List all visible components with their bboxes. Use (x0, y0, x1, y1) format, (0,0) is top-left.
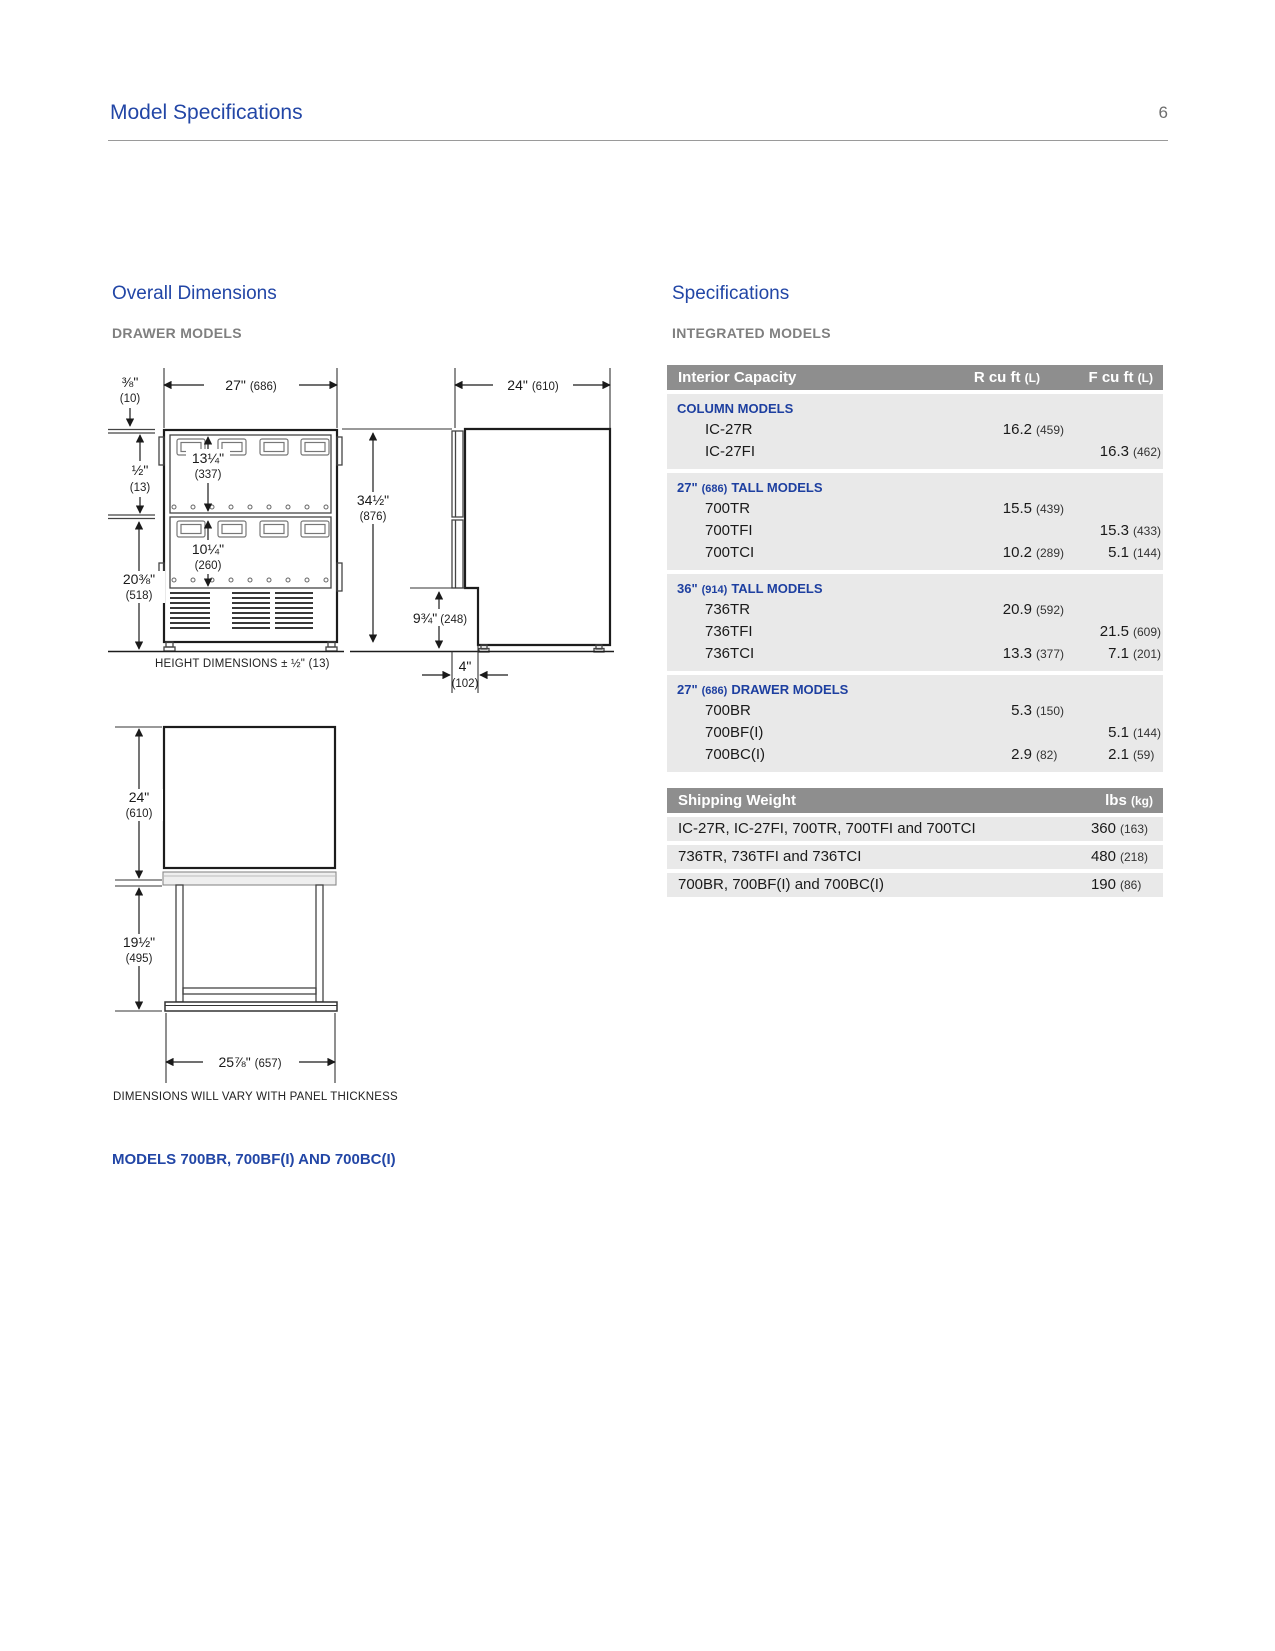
section-title-specifications: Specifications (672, 283, 790, 304)
table-row: 700TFI 15.3 (433) (705, 522, 1162, 539)
shipping-table-header (667, 788, 1163, 813)
capacity-group-27-drawer-models (667, 675, 1163, 772)
table-row: 736TR 20.9 (592) (705, 601, 1065, 618)
dim-side-height-value: 34½" (356, 492, 390, 508)
panel-thickness-note: DIMENSIONS WILL VARY WITH PANEL THICKNESS (113, 1091, 398, 1103)
page-title: Model Specifications (110, 101, 303, 124)
dim-reveal-value: ½" (131, 462, 149, 478)
capacity-group-36-tall-models (667, 574, 1163, 671)
header-rule (108, 140, 1168, 141)
dim-base-height-value: 20⅜" (122, 571, 156, 587)
dim-toe-height: 9¾" (248) (412, 610, 468, 626)
dim-toe-depth-value: 4" (458, 658, 472, 674)
group-label: 27" (686) DRAWER MODELS (677, 682, 849, 697)
dim-lower-drawer-mm: (260) (194, 560, 222, 572)
dim-base-height-mm: (518) (125, 590, 153, 602)
capacity-group-27-tall-models (667, 473, 1163, 570)
panel-view-drawing (113, 727, 398, 1103)
subtitle-integrated-models: INTEGRATED MODELS (672, 325, 831, 341)
height-dimensions-note: HEIGHT DIMENSIONS ± ½" (13) (155, 658, 330, 670)
dim-top-gap-value: ⅜" (121, 374, 139, 390)
dim-stand-height-mm: (495) (125, 953, 153, 965)
shipping-header-label: Shipping Weight (678, 792, 797, 809)
dim-panel-height-mm: (610) (125, 808, 153, 820)
panel-view-dimension-drawing (100, 710, 520, 1108)
dim-lower-drawer-value: 10¼" (191, 541, 225, 557)
dim-front-width: 27" (686) (225, 377, 277, 393)
table-row: 700BR, 700BF(I) and 700BC(I) 190 (86) (667, 873, 1163, 897)
stand-frame (165, 885, 337, 1011)
subtitle-drawer-models: DRAWER MODELS (112, 325, 242, 341)
shipping-header-lbs-col: lbs (kg) (1105, 792, 1153, 809)
drawer-models-dimension-drawing (100, 345, 620, 695)
side-door-panels (452, 431, 463, 588)
page-number: 6 (1158, 103, 1168, 122)
panel-cabinet-body (164, 727, 335, 868)
table-row: 700TR 15.5 (439) (705, 500, 1065, 517)
table-row: IC-27FI 16.3 (462) (705, 443, 1162, 460)
shipping-weight-table (667, 788, 1163, 901)
models-caption: MODELS 700BR, 700BF(I) AND 700BC(I) (112, 1151, 396, 1168)
capacity-header-f-col: F cu ft (L) (1088, 369, 1153, 386)
capacity-header-label: Interior Capacity (678, 369, 797, 386)
table-row: IC-27R, IC-27FI, 700TR, 700TFI and 700TCI 360 (163) (667, 817, 1163, 841)
dim-side-depth: 24" (610) (507, 377, 559, 393)
capacity-table-header (667, 365, 1163, 390)
dim-reveal-mm: (13) (129, 482, 151, 494)
dim-toe-depth-mm: (102) (451, 678, 479, 690)
table-row: 736TCI 13.3 (377) 7.1 (201) (705, 645, 1162, 662)
dim-stand-height-value: 19½" (122, 934, 156, 950)
dim-side-height-mm: (876) (359, 511, 387, 523)
group-label: 36" (914) TALL MODELS (677, 581, 823, 596)
table-row: 700TCI 10.2 (289) 5.1 (144) (705, 544, 1162, 561)
capacity-group-column-models (667, 394, 1163, 469)
base-trim (163, 872, 336, 885)
side-view-drawing (342, 368, 614, 693)
dim-upper-drawer-mm: (337) (194, 469, 222, 481)
dim-top-gap-mm: (10) (119, 393, 141, 405)
group-label: 27" (686) TALL MODELS (677, 480, 823, 495)
table-row: 700BF(I) 5.1 (144) (705, 724, 1162, 741)
group-label: COLUMN MODELS (677, 401, 794, 416)
dim-panel-width: 25⅞" (657) (218, 1054, 282, 1070)
section-title-overall-dimensions: Overall Dimensions (112, 283, 277, 304)
table-row: 700BC(I) 2.9 (82) 2.1 (59) (705, 746, 1155, 763)
front-feet (164, 642, 337, 651)
table-row: 700BR 5.3 (150) (705, 702, 1065, 719)
table-row: 736TR, 736TFI and 736TCI 480 (218) (667, 845, 1163, 869)
side-unit-body (465, 429, 610, 645)
capacity-header-r-col: R cu ft (L) (973, 369, 1040, 386)
table-row: IC-27R 16.2 (459) (705, 421, 1065, 438)
front-view-drawing (108, 368, 344, 670)
interior-capacity-table (667, 365, 1163, 776)
table-row: 736TFI 21.5 (609) (705, 623, 1162, 640)
dim-panel-height-value: 24" (128, 789, 150, 805)
dim-upper-drawer-value: 13¼" (191, 450, 225, 466)
